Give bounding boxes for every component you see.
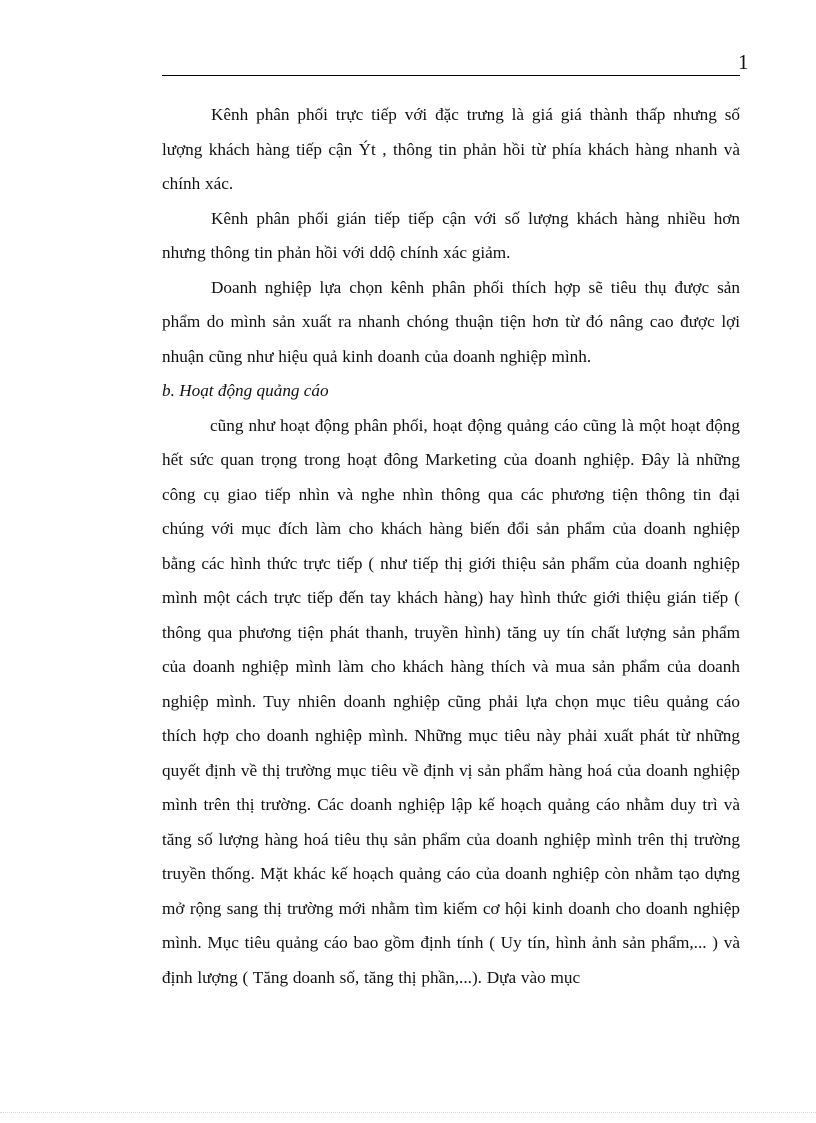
paragraph-channel-choice: Doanh nghiệp lựa chọn kênh phân phối thích hợp sẽ tiêu thụ được sản phẩm do mình sản xuất ra nhanh chóng thuận tiện hơn từ đó nâng cao được lợi nhuận cũng như hiệu quả kinh doanh của doanh nghiệp mình.: [162, 277, 740, 366]
page-body: [162, 98, 740, 995]
paragraph-direct-channel: Kênh phân phối trực tiếp với đặc trưng là giá giá thành thấp nhưng số lượng khách hàng tiếp cận Ýt , thông tin phản hồi từ phía khách hàng nhanh và chính xác.: [162, 105, 740, 193]
page-bottom-border: [0, 1112, 816, 1113]
paragraph-indirect-channel: Kênh phân phối gián tiếp tiếp cận với số lượng khách hàng nhiều hơn nhưng thông tin phản hồi với ddộ chính xác giảm.: [162, 208, 740, 262]
page-number: 1: [738, 50, 749, 74]
header-rule: [162, 75, 740, 76]
paragraph-advertising: cũng như hoạt động phân phối, hoạt động quảng cáo cũng là một hoạt động hết sức quan trọng trong hoạt đông Marketing của doanh nghiệp. Đây là những công cụ giao tiếp nhìn và nghe nhìn thông qua các phương tiện thông tin đại chúng với mục đích làm cho khách hàng biến đổi sản phẩm của doanh nghiệp bằng các hình thức trực tiếp ( như tiếp thị giới thiệu sản phẩm của doanh nghiệp mình một cách trực tiếp đến tay khách hàng) hay hình thức giới thiệu gián tiếp ( thông qua phương tiện phát thanh, truyền hình) tăng uy tín chất lượng sản phẩm của doanh nghiệp mình làm cho khách hàng thích và mua sản phẩm của doanh nghiệp mình. Tuy nhiên doanh nghiệp cũng phải lựa chọn mục tiêu quảng cáo thích hợp cho doanh nghiệp mình. Những mục tiêu này phải xuất phát từ những quyết định về thị trường mục tiêu về định vị sản phẩm hàng hoá của doanh nghiệp mình trên thị trường. Các doanh nghiệp lập kế hoạch quảng cáo nhằm duy trì và tăng số lượng hàng hoá tiêu thụ sản phẩm của doanh nghiệp mình trên thị trường truyền thống. Mặt khác kế hoạch quảng cáo của doanh nghiệp còn nhằm tạo dựng mở rộng sang thị trường mới nhằm tìm kiếm cơ hội kinh doanh cho doanh nghiệp mình. Mục tiêu quảng cáo bao gồm định tính ( Uy tín, hình ảnh sản phẩm,... ) và định lượng ( Tăng doanh số, tăng thị phần,...). Dựa vào mục: [162, 415, 740, 987]
section-heading: b. Hoạt động quảng cáo: [162, 381, 329, 400]
